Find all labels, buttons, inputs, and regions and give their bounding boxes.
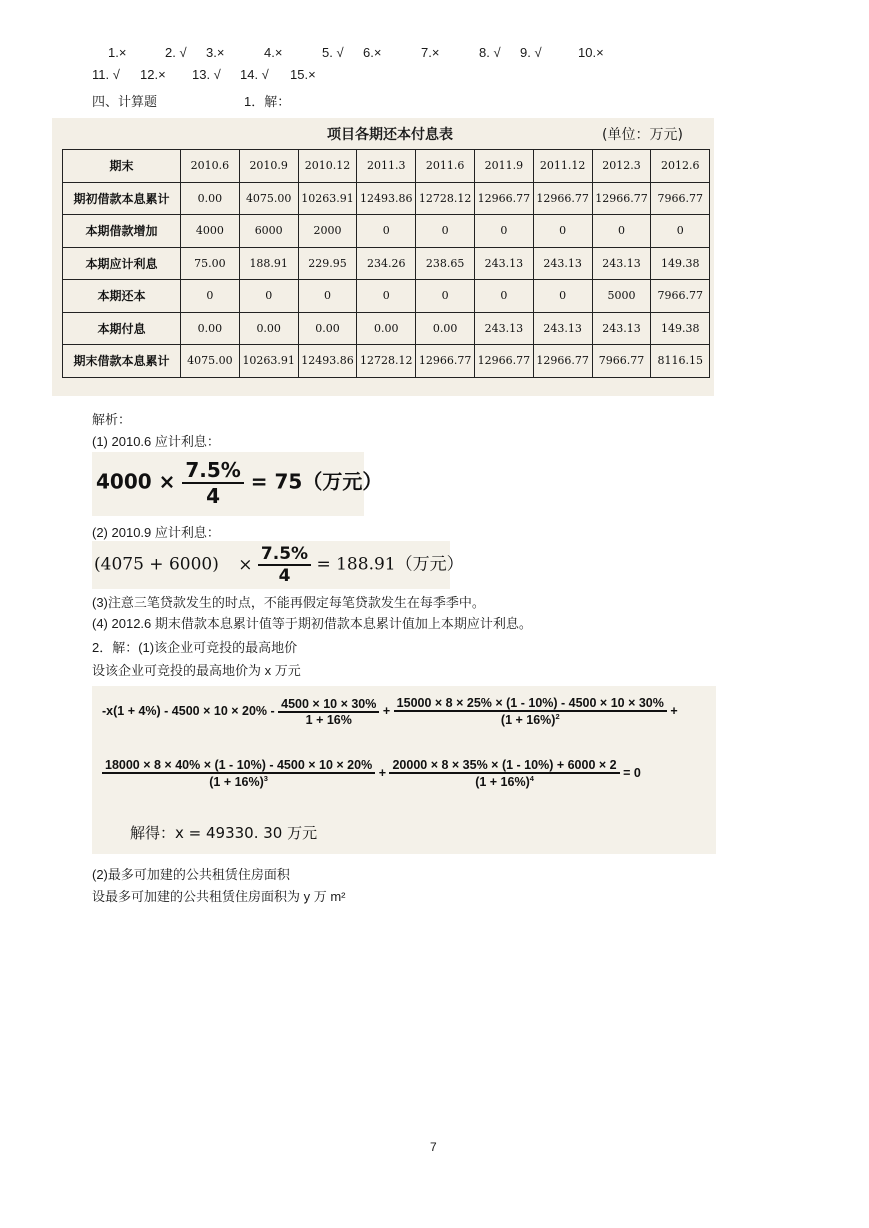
table-cell: 149.38 — [651, 312, 710, 345]
step-3-text: (3)注意三笔贷款发生的时点，不能再假定每笔贷款发生在每季季中。 — [92, 595, 485, 610]
answer-8: 8. √ — [479, 45, 501, 60]
question-2-part-2: (2)最多可加建的公共租赁住房面积 — [92, 867, 290, 882]
table-cell: 0 — [416, 215, 475, 248]
table-cell: 12966.77 — [474, 345, 533, 378]
formula-3-frac-3-denominator: (1 + 16%) — [209, 775, 264, 790]
row-label: 本期应计利息 — [63, 247, 181, 280]
table-cell: 0.00 — [181, 182, 240, 215]
answer-6: 6.× — [363, 45, 382, 60]
formula-3-plus: + — [382, 703, 391, 718]
page-number: 7 — [430, 1140, 437, 1154]
table-cell: 12966.77 — [533, 345, 592, 378]
formula-3-frac-2-numerator: 15000 × 8 × 25% × (1 - 10%) - 4500 × 10 × 30% — [394, 696, 667, 712]
table-cell: 0 — [651, 215, 710, 248]
table-row — [63, 247, 710, 280]
formula-3 — [92, 686, 716, 854]
period-header: 2010.9 — [239, 150, 298, 183]
row-label: 本期付息 — [63, 312, 181, 345]
table-cell: 243.13 — [592, 247, 651, 280]
answer-1: 1.× — [108, 45, 127, 60]
formula-3-frac-4-numerator: 20000 × 8 × 35% × (1 - 10%) + 6000 × 2 — [389, 758, 619, 774]
table-cell: 75.00 — [181, 247, 240, 280]
table-cell: 0 — [533, 215, 592, 248]
header-label: 期末 — [63, 150, 181, 183]
table-cell: 12493.86 — [357, 182, 416, 215]
table-cell: 149.38 — [651, 247, 710, 280]
table-row — [63, 345, 710, 378]
formula-3-frac-2-denominator: (1 + 16%) — [500, 713, 556, 728]
table-row — [63, 312, 710, 345]
formula-3-frac-2-exponent: 2 — [555, 712, 560, 721]
answer-14: 14. √ — [240, 67, 269, 82]
answer-10: 10.× — [578, 45, 604, 60]
formula-2 — [92, 541, 464, 589]
formula-2-lhs: (4075 + 6000) — [94, 554, 219, 575]
period-header: 2012.3 — [592, 150, 651, 183]
row-label: 本期借款增加 — [63, 215, 181, 248]
answer-5: 5. √ — [322, 45, 344, 60]
table-cell: 12728.12 — [357, 345, 416, 378]
table-cell: 12493.86 — [298, 345, 357, 378]
table-cell: 243.13 — [474, 312, 533, 345]
table-cell: 0 — [357, 215, 416, 248]
table-cell: 243.13 — [474, 247, 533, 280]
formula-3-plus: + — [670, 703, 678, 718]
period-header: 2012.6 — [651, 150, 710, 183]
table-cell: 0 — [181, 280, 240, 313]
table-cell: 243.13 — [533, 312, 592, 345]
formula-3-frac-3-numerator: 18000 × 8 × 40% × (1 - 10%) - 4500 × 10 × 20% — [102, 758, 375, 774]
table-cell: 2000 — [298, 215, 357, 248]
answer-15: 15.× — [290, 67, 316, 82]
formula-3-frac-3-exponent: 3 — [263, 774, 268, 783]
period-header: 2010.6 — [181, 150, 240, 183]
table-cell: 234.26 — [357, 247, 416, 280]
answer-4: 4.× — [264, 45, 283, 60]
section-heading: 四、计算题 — [92, 94, 158, 109]
table-cell: 7966.77 — [651, 280, 710, 313]
table-header-row — [63, 150, 710, 183]
table-cell: 0 — [357, 280, 416, 313]
table-cell: 243.13 — [533, 247, 592, 280]
table-cell: 12728.12 — [416, 182, 475, 215]
table-cell: 0.00 — [239, 312, 298, 345]
step-2-text: (2) 2010.9 应计利息： — [92, 525, 220, 540]
table-cell: 0.00 — [298, 312, 357, 345]
repayment-table-image — [52, 118, 714, 396]
formula-3-frac-4-exponent: 4 — [529, 774, 534, 783]
table-cell: 0.00 — [416, 312, 475, 345]
formula-1 — [92, 452, 383, 516]
formula-1-lhs: 4000 × — [96, 469, 176, 494]
formula-1-rhs: = 75（万元） — [250, 469, 383, 494]
answer-3: 3.× — [206, 45, 225, 60]
formula-3-term-1: -x(1 + 4%) - 4500 × 10 × 20% - — [102, 703, 275, 718]
answer-7: 7.× — [421, 45, 440, 60]
table-cell: 12966.77 — [592, 182, 651, 215]
table-cell: 0 — [416, 280, 475, 313]
formula-2-times: × — [238, 554, 253, 575]
table-unit: (单位：万元) — [602, 127, 683, 143]
period-header: 2011.12 — [533, 150, 592, 183]
table-cell: 0 — [474, 280, 533, 313]
table-row — [63, 215, 710, 248]
formula-3-frac-1-numerator: 4500 × 10 × 30% — [278, 697, 379, 713]
formula-2-rhs: = 188.91（万元） — [316, 554, 464, 575]
table-cell: 10263.91 — [298, 182, 357, 215]
question-1-label: 1．解： — [244, 94, 291, 109]
answer-13: 13. √ — [192, 67, 221, 82]
analysis-label: 解析： — [92, 412, 132, 427]
table-cell: 0 — [298, 280, 357, 313]
question-2-label: 2．解：(1)该企业可竞投的最高地价 — [92, 640, 298, 655]
table-cell: 0.00 — [357, 312, 416, 345]
table-cell: 238.65 — [416, 247, 475, 280]
table-cell: 0.00 — [181, 312, 240, 345]
table-cell: 10263.91 — [239, 345, 298, 378]
answer-12: 12.× — [140, 67, 166, 82]
formula-1-denominator: 4 — [206, 484, 221, 508]
answer-9: 9. √ — [520, 45, 542, 60]
formula-2-numerator: 7.5% — [258, 544, 311, 566]
step-1-text: (1) 2010.6 应计利息： — [92, 434, 220, 449]
row-label: 期末借款本息累计 — [63, 345, 181, 378]
table-cell: 7966.77 — [592, 345, 651, 378]
formula-3-frac-1-denominator: 1 + 16% — [305, 712, 352, 727]
formula-2-denominator: 4 — [278, 566, 291, 586]
table-cell: 4075.00 — [181, 345, 240, 378]
table-cell: 6000 — [239, 215, 298, 248]
table-cell: 0 — [474, 215, 533, 248]
formula-1-numerator: 7.5% — [182, 458, 243, 484]
table-cell: 5000 — [592, 280, 651, 313]
row-label: 本期还本 — [63, 280, 181, 313]
table-title: 项目各期还本付息表 — [327, 127, 453, 143]
formula-3-plus: + — [378, 765, 386, 780]
period-header: 2011.6 — [416, 150, 475, 183]
repayment-table — [62, 149, 710, 378]
question-2-assumption: 设该企业可竞投的最高地价为 x 万元 — [92, 663, 301, 678]
table-cell: 4000 — [181, 215, 240, 248]
table-cell: 243.13 — [592, 312, 651, 345]
table-cell: 8116.15 — [651, 345, 710, 378]
answer-11: 11. √ — [92, 67, 120, 82]
table-cell: 0 — [533, 280, 592, 313]
formula-3-frac-4-denominator: (1 + 16%) — [475, 775, 530, 790]
table-cell: 229.95 — [298, 247, 357, 280]
table-cell: 12966.77 — [474, 182, 533, 215]
table-cell: 7966.77 — [651, 182, 710, 215]
formula-3-equals: = 0 — [623, 765, 641, 780]
question-2-assumption-2: 设最多可加建的公共租赁住房面积为 y 万 m² — [92, 889, 346, 904]
table-cell: 4075.00 — [239, 182, 298, 215]
table-row — [63, 280, 710, 313]
period-header: 2010.12 — [298, 150, 357, 183]
table-cell: 0 — [239, 280, 298, 313]
step-4-text: (4) 2012.6 期末借款本息累计值等于期初借款本息累计值加上本期应计利息。 — [92, 616, 532, 631]
period-header: 2011.9 — [474, 150, 533, 183]
answer-2: 2. √ — [165, 45, 187, 60]
table-cell: 0 — [592, 215, 651, 248]
table-cell: 12966.77 — [533, 182, 592, 215]
formula-3-solution: 解得：x = 49330. 30 万元 — [130, 824, 318, 842]
table-cell: 12966.77 — [416, 345, 475, 378]
period-header: 2011.3 — [357, 150, 416, 183]
table-row — [63, 182, 710, 215]
row-label: 期初借款本息累计 — [63, 182, 181, 215]
table-cell: 188.91 — [239, 247, 298, 280]
